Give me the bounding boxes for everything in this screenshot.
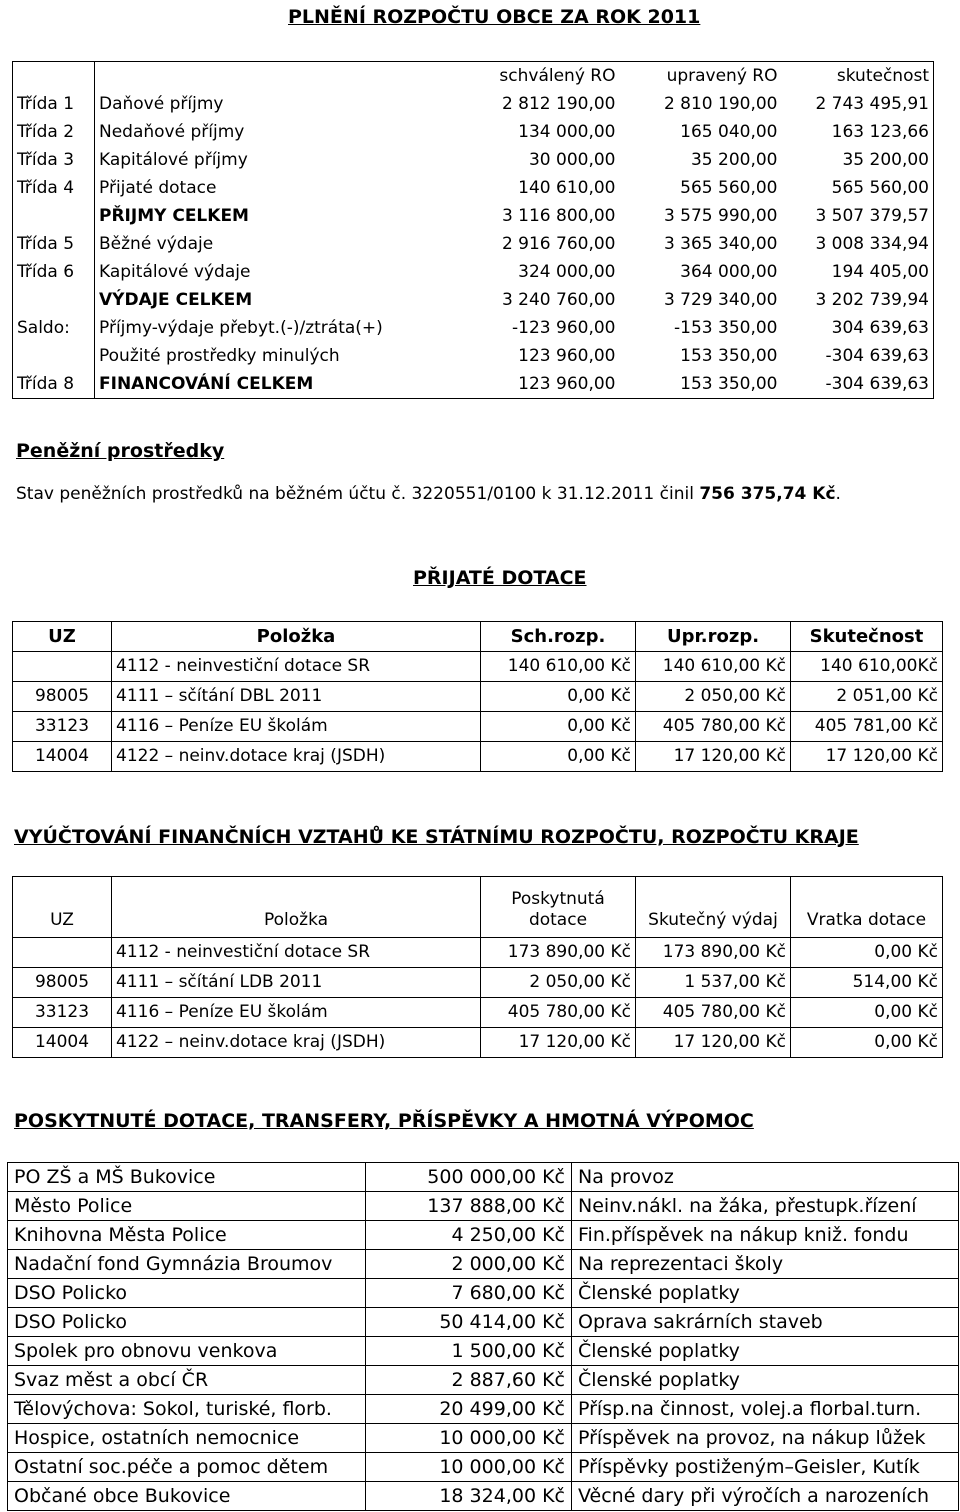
grants-row <box>13 712 943 742</box>
settlement-header-cell: UZ <box>13 877 112 938</box>
grants-cell: 140 610,00 Kč <box>481 652 636 682</box>
grants-table <box>12 621 943 772</box>
grants-cell: 0,00 Kč <box>481 742 636 772</box>
grants-heading: PŘIJATÉ DOTACE <box>413 567 587 589</box>
settlement-cell: 17 120,00 Kč <box>481 1028 636 1058</box>
settlement-table <box>12 876 943 1058</box>
transfers-row <box>8 1250 959 1279</box>
grants-header-cell: Sch.rozp. <box>481 622 636 652</box>
budget-class: Třída 4 <box>13 174 95 202</box>
transfers-cell: Město Police <box>8 1192 366 1221</box>
transfers-cell: Na provoz <box>572 1163 959 1192</box>
grants-cell: 4111 – sčítání DBL 2011 <box>112 682 481 712</box>
settlement-row <box>13 968 943 998</box>
transfers-cell: Svaz měst a obcí ČR <box>8 1366 366 1395</box>
budget-actual: 565 560,00 <box>831 177 929 198</box>
budget-row <box>13 118 934 146</box>
budget-approved: 123 960,00 <box>518 373 616 394</box>
budget-row <box>13 202 934 230</box>
transfers-table <box>7 1162 959 1511</box>
budget-adjusted: 153 350,00 <box>680 373 778 394</box>
cash-statement <box>16 484 841 504</box>
budget-approved: 3 116 800,00 <box>501 205 616 226</box>
settlement-cell: 4112 - neinvestiční dotace SR <box>112 938 481 968</box>
cash-end: . <box>835 484 841 504</box>
cash-amount: 756 375,74 Kč <box>699 484 836 504</box>
budget-class: Třída 6 <box>13 258 95 286</box>
cash-text: Stav peněžních prostředků na běžném účtu č. 3220551/0100 k 31.12.2011 činil <box>16 484 700 504</box>
grants-cell: 4116 – Peníze EU školám <box>112 712 481 742</box>
transfers-row <box>8 1366 959 1395</box>
grants-cell: 4112 - neinvestiční dotace SR <box>112 652 481 682</box>
budget-class: Třída 3 <box>13 146 95 174</box>
settlement-header-cell: Poskytnutá dotace <box>481 877 636 938</box>
grants-header-row <box>13 622 943 652</box>
transfers-cell: Neinv.nákl. na žáka, přestupk.řízení <box>572 1192 959 1221</box>
grants-cell: 17 120,00 Kč <box>791 742 943 772</box>
transfers-row <box>8 1308 959 1337</box>
transfers-cell: PO ZŠ a MŠ Bukovice <box>8 1163 366 1192</box>
settlement-cell: 0,00 Kč <box>791 938 943 968</box>
settlement-row <box>13 938 943 968</box>
budget-approved: 123 960,00 <box>518 345 616 366</box>
budget-actual: -304 639,63 <box>825 373 929 394</box>
settlement-cell: 2 050,00 Kč <box>481 968 636 998</box>
transfers-cell: Nadační fond Gymnázia Broumov <box>8 1250 366 1279</box>
budget-row <box>13 146 934 174</box>
transfers-cell: Přísp.na činnost, volej.a florbal.turn. <box>572 1395 959 1424</box>
budget-actual: 3 507 379,57 <box>815 205 929 226</box>
transfers-row <box>8 1192 959 1221</box>
budget-actual: 3 008 334,94 <box>815 233 929 254</box>
budget-adjusted: -153 350,00 <box>674 317 778 338</box>
grants-cell: 405 780,00 Kč <box>636 712 791 742</box>
transfers-cell: Občané obce Bukovice <box>8 1482 366 1511</box>
settlement-cell: 405 780,00 Kč <box>481 998 636 1028</box>
budget-item-name: Kapitálové výdaje <box>99 261 251 282</box>
budget-item-name: Běžné výdaje <box>99 233 214 254</box>
budget-class <box>13 286 95 314</box>
grants-cell: 2 051,00 Kč <box>791 682 943 712</box>
budget-approved: 2 916 760,00 <box>501 233 616 254</box>
grants-header-cell: UZ <box>13 622 112 652</box>
transfers-cell: Na reprezentaci školy <box>572 1250 959 1279</box>
grants-cell: 140 610,00Kč <box>791 652 943 682</box>
budget-item-name: PŘIJMY CELKEM <box>99 205 249 226</box>
budget-class: Saldo: <box>13 314 95 342</box>
transfers-cell: 500 000,00 Kč <box>366 1163 572 1192</box>
grants-cell: 33123 <box>13 712 112 742</box>
settlement-cell: 4122 – neinv.dotace kraj (JSDH) <box>112 1028 481 1058</box>
transfers-cell: Tělovýchova: Sokol, turiské, florb. <box>8 1395 366 1424</box>
grants-cell: 0,00 Kč <box>481 712 636 742</box>
transfers-row <box>8 1482 959 1511</box>
budget-header-cell <box>13 62 95 91</box>
budget-item-name: Nedaňové příjmy <box>99 121 245 142</box>
settlement-cell: 0,00 Kč <box>791 998 943 1028</box>
grants-header-cell: Upr.rozp. <box>636 622 791 652</box>
budget-row <box>13 370 934 399</box>
budget-header-cell: upravený RO <box>666 65 778 86</box>
transfers-cell: 10 000,00 Kč <box>366 1424 572 1453</box>
transfers-cell: 4 250,00 Kč <box>366 1221 572 1250</box>
settlement-cell: 173 890,00 Kč <box>636 938 791 968</box>
transfers-cell: Ostatní soc.péče a pomoc dětem <box>8 1453 366 1482</box>
settlement-cell <box>13 938 112 968</box>
transfers-row <box>8 1395 959 1424</box>
grants-row <box>13 682 943 712</box>
transfers-row <box>8 1337 959 1366</box>
settlement-row <box>13 998 943 1028</box>
settlement-cell: 17 120,00 Kč <box>636 1028 791 1058</box>
settlement-cell: 0,00 Kč <box>791 1028 943 1058</box>
grants-cell: 4122 – neinv.dotace kraj (JSDH) <box>112 742 481 772</box>
budget-item-name: Daňové příjmy <box>99 93 224 114</box>
budget-row <box>13 174 934 202</box>
budget-row <box>13 258 934 286</box>
budget-item-name: Příjmy-výdaje přebyt.(-)/ztráta(+) <box>99 317 383 338</box>
settlement-cell: 514,00 Kč <box>791 968 943 998</box>
budget-table <box>12 61 934 399</box>
budget-item-name: VÝDAJE CELKEM <box>99 289 253 310</box>
grants-header-cell: Položka <box>112 622 481 652</box>
budget-actual: 194 405,00 <box>831 261 929 282</box>
budget-actual: 35 200,00 <box>842 149 929 170</box>
transfers-row <box>8 1424 959 1453</box>
settlement-heading: VYÚČTOVÁNÍ FINANČNÍCH VZTAHŮ KE STÁTNÍMU ROZPOČTU, ROZPOČTU KRAJE <box>14 826 859 848</box>
cash-heading: Peněžní prostředky <box>16 440 225 462</box>
settlement-header-cell: Položka <box>112 877 481 938</box>
budget-approved: 134 000,00 <box>518 121 616 142</box>
budget-approved: 3 240 760,00 <box>501 289 616 310</box>
transfers-cell: Věcné dary při výročích a narozeních <box>572 1482 959 1511</box>
budget-class: Třída 2 <box>13 118 95 146</box>
transfers-cell: Spolek pro obnovu venkova <box>8 1337 366 1366</box>
transfers-row <box>8 1221 959 1250</box>
transfers-cell: 137 888,00 Kč <box>366 1192 572 1221</box>
settlement-cell: 173 890,00 Kč <box>481 938 636 968</box>
budget-item-name: FINANCOVÁNÍ CELKEM <box>99 373 314 394</box>
budget-actual: 163 123,66 <box>831 121 929 142</box>
transfers-row <box>8 1453 959 1482</box>
page-title: PLNĚNÍ ROZPOČTU OBCE ZA ROK 2011 <box>288 6 701 28</box>
transfers-row <box>8 1163 959 1192</box>
grants-cell: 17 120,00 Kč <box>636 742 791 772</box>
budget-header-row <box>13 62 934 91</box>
grants-cell: 0,00 Kč <box>481 682 636 712</box>
transfers-cell: Oprava sakrárních staveb <box>572 1308 959 1337</box>
transfers-cell: 7 680,00 Kč <box>366 1279 572 1308</box>
budget-header-cell: skutečnost <box>836 65 929 86</box>
settlement-cell: 98005 <box>13 968 112 998</box>
budget-item-name: Použité prostředky minulých <box>99 345 340 366</box>
budget-header-cell: schválený RO <box>499 65 616 86</box>
budget-row <box>13 314 934 342</box>
grants-cell: 98005 <box>13 682 112 712</box>
grants-cell: 2 050,00 Kč <box>636 682 791 712</box>
budget-adjusted: 3 365 340,00 <box>663 233 778 254</box>
transfers-cell: Členské poplatky <box>572 1337 959 1366</box>
transfers-cell: 20 499,00 Kč <box>366 1395 572 1424</box>
budget-actual: 3 202 739,94 <box>815 289 929 310</box>
settlement-header-row <box>13 877 943 938</box>
settlement-cell: 14004 <box>13 1028 112 1058</box>
transfers-cell: Členské poplatky <box>572 1366 959 1395</box>
budget-approved: 30 000,00 <box>528 149 616 170</box>
budget-class <box>13 202 95 230</box>
budget-adjusted: 3 575 990,00 <box>663 205 778 226</box>
budget-class: Třída 5 <box>13 230 95 258</box>
transfers-cell: 50 414,00 Kč <box>366 1308 572 1337</box>
settlement-cell: 4116 – Peníze EU školám <box>112 998 481 1028</box>
settlement-header-cell: Skutečný výdaj <box>636 877 791 938</box>
budget-adjusted: 35 200,00 <box>690 149 778 170</box>
budget-approved: -123 960,00 <box>512 317 616 338</box>
transfers-cell: Příspěvek na provoz, na nákup lůžek <box>572 1424 959 1453</box>
budget-adjusted: 165 040,00 <box>680 121 778 142</box>
budget-adjusted: 3 729 340,00 <box>663 289 778 310</box>
transfers-cell: 10 000,00 Kč <box>366 1453 572 1482</box>
grants-cell: 14004 <box>13 742 112 772</box>
settlement-cell: 405 780,00 Kč <box>636 998 791 1028</box>
transfers-cell: Příspěvky postiženým–Geisler, Kutík <box>572 1453 959 1482</box>
transfers-cell: Fin.příspěvek na nákup kniž. fondu <box>572 1221 959 1250</box>
transfers-row <box>8 1279 959 1308</box>
budget-class: Třída 1 <box>13 90 95 118</box>
budget-approved: 2 812 190,00 <box>501 93 616 114</box>
budget-actual: 304 639,63 <box>831 317 929 338</box>
budget-actual: -304 639,63 <box>825 345 929 366</box>
budget-adjusted: 565 560,00 <box>680 177 778 198</box>
transfers-cell: Členské poplatky <box>572 1279 959 1308</box>
grants-row <box>13 742 943 772</box>
grants-cell: 405 781,00 Kč <box>791 712 943 742</box>
budget-class: Třída 8 <box>13 370 95 399</box>
budget-adjusted: 2 810 190,00 <box>663 93 778 114</box>
transfers-cell: 2 887,60 Kč <box>366 1366 572 1395</box>
budget-item-name: Kapitálové příjmy <box>99 149 248 170</box>
grants-cell <box>13 652 112 682</box>
budget-approved: 140 610,00 <box>518 177 616 198</box>
budget-adjusted: 153 350,00 <box>680 345 778 366</box>
budget-adjusted: 364 000,00 <box>680 261 778 282</box>
settlement-cell: 4111 – sčítání LDB 2011 <box>112 968 481 998</box>
transfers-cell: 18 324,00 Kč <box>366 1482 572 1511</box>
transfers-cell: Knihovna Města Police <box>8 1221 366 1250</box>
transfers-cell: Hospice, ostatních nemocnice <box>8 1424 366 1453</box>
transfers-cell: DSO Policko <box>8 1308 366 1337</box>
settlement-cell: 33123 <box>13 998 112 1028</box>
grants-cell: 140 610,00 Kč <box>636 652 791 682</box>
grants-row <box>13 652 943 682</box>
transfers-heading: POSKYTNUTÉ DOTACE, TRANSFERY, PŘÍSPĚVKY A HMOTNÁ VÝPOMOC <box>14 1110 754 1132</box>
budget-row <box>13 90 934 118</box>
settlement-row <box>13 1028 943 1058</box>
settlement-cell: 1 537,00 Kč <box>636 968 791 998</box>
budget-class <box>13 342 95 370</box>
budget-actual: 2 743 495,91 <box>815 93 929 114</box>
budget-item-name: Přijaté dotace <box>99 177 217 198</box>
budget-row <box>13 286 934 314</box>
settlement-header-cell: Vratka dotace <box>791 877 943 938</box>
transfers-cell: DSO Policko <box>8 1279 366 1308</box>
grants-header-cell: Skutečnost <box>791 622 943 652</box>
budget-row <box>13 230 934 258</box>
budget-approved: 324 000,00 <box>518 261 616 282</box>
budget-header-cell <box>95 62 425 91</box>
transfers-cell: 1 500,00 Kč <box>366 1337 572 1366</box>
budget-row <box>13 342 934 370</box>
transfers-cell: 2 000,00 Kč <box>366 1250 572 1279</box>
